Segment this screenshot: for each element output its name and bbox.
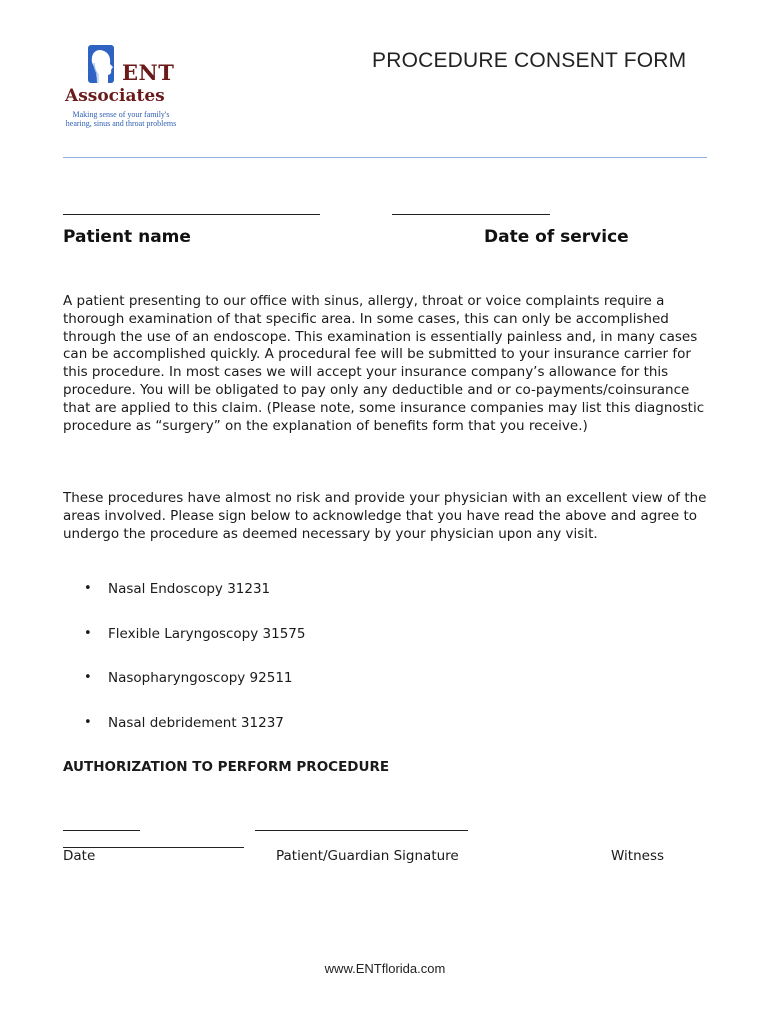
list-item xyxy=(63,713,663,758)
bullet-icon: • xyxy=(84,714,92,730)
procedure-label: Nasal Endoscopy 31231 xyxy=(108,581,271,597)
date-signature-line[interactable] xyxy=(63,830,140,831)
patient-name-label: Patient name xyxy=(63,227,191,247)
face-profile-icon xyxy=(88,45,114,83)
procedure-label: Flexible Laryngoscopy 31575 xyxy=(108,625,306,642)
page-title: PROCEDURE CONSENT FORM xyxy=(372,49,687,72)
logo-brand-text: ENT xyxy=(122,60,175,85)
list-item xyxy=(63,624,663,669)
procedure-label: Nasal debridement 31237 xyxy=(108,714,284,731)
witness-label: Witness xyxy=(611,848,665,864)
footer-website: www.ENTflorida.com xyxy=(324,961,446,976)
procedure-label: Nasopharyngoscopy 92511 xyxy=(108,670,293,687)
date-label: Date xyxy=(63,848,96,864)
company-logo xyxy=(60,44,190,136)
bullet-icon: • xyxy=(84,581,92,596)
date-of-service-line[interactable] xyxy=(392,214,550,215)
patient-name-line[interactable] xyxy=(63,214,320,215)
patient-signature-line[interactable] xyxy=(255,830,468,831)
signature-label: Patient/Guardian Signature xyxy=(276,848,459,864)
list-item xyxy=(63,579,663,624)
date-of-service-label: Date of service xyxy=(484,227,629,247)
authorization-heading: AUTHORIZATION TO PERFORM PROCEDURE xyxy=(63,759,390,775)
logo-name-text: Associates xyxy=(65,86,165,106)
logo-tagline: Making sense of your family's hearing, sinus and throat problems xyxy=(65,110,177,128)
list-item xyxy=(63,668,663,713)
bullet-icon: • xyxy=(84,670,92,686)
consent-paragraph: A patient presenting to our office with sinus, allergy, throat or voice complaints require a thorough examination of that specific area. In some cases, this can only be accomplished through the use of an endoscope. This examination is essentially painless and, in many cases can be accomplished quickly. A procedural fee will be submitted to your insurance carrier for this procedure. In most cases we will accept your insurance company’s allowance for this procedure. You will be obligated to pay only any deductible and or co-payments/coinsurance that are applied to this claim. (Please note, some insurance companies may list this diagnostic procedure as “surgery” on the explanation of benefits form that you receive.) xyxy=(63,293,705,434)
procedure-list xyxy=(63,579,663,757)
header-divider xyxy=(63,157,707,158)
bullet-icon: • xyxy=(84,625,92,641)
acknowledgement-paragraph: These procedures have almost no risk and provide your physician with an excellent view of the areas involved. Please sign below to acknowledge that you have read the above and agree to undergo the procedure as deemed necessary by your physician upon any visit. xyxy=(63,490,707,542)
